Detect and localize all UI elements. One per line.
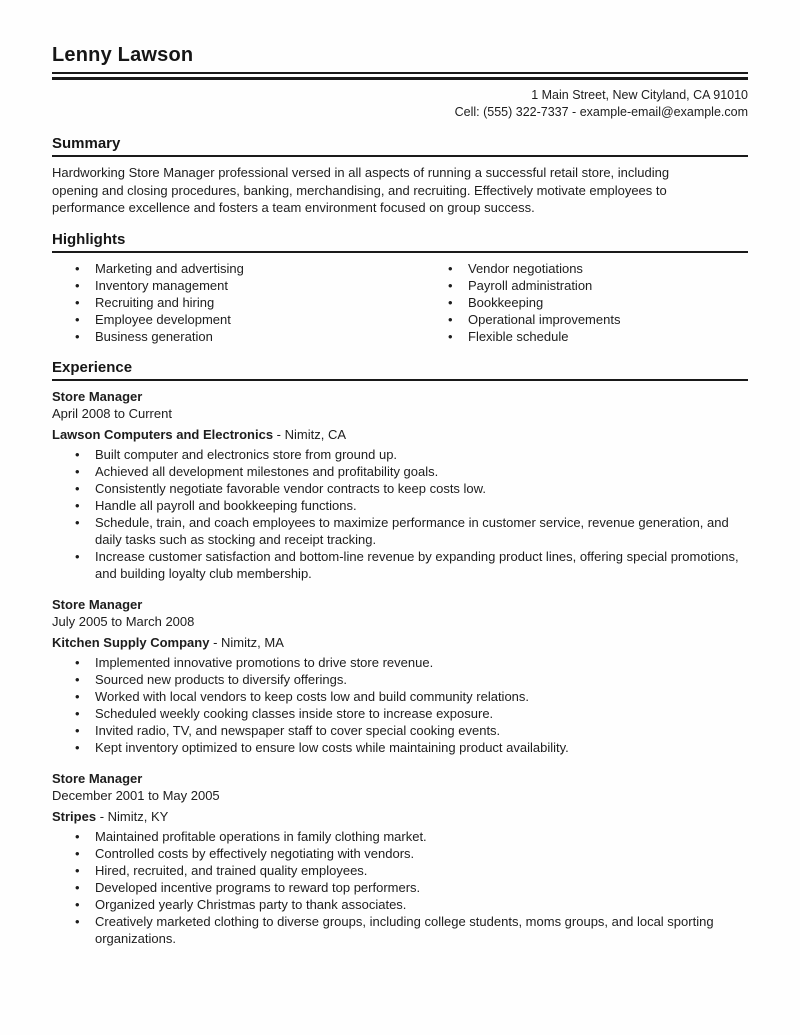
job-title: Store Manager [52,770,143,786]
highlights-right-column [425,260,748,345]
job-bullet: • Sourced new products to diversify offerings. [52,671,748,688]
highlights-columns [52,260,748,345]
highlight-item: • Bookkeeping [425,294,748,311]
highlight-item: • Marketing and advertising [52,260,425,277]
section-highlights [52,231,748,345]
job-company: Kitchen Supply Company [52,634,210,650]
job-bullet: • Developed incentive programs to reward top performers. [52,879,748,896]
candidate-name: Lenny Lawson [52,44,748,74]
header-divider [52,77,748,80]
highlight-item: • Vendor negotiations [425,260,748,277]
job-dates: July 2005 to March 2008 [52,613,195,629]
job-bullet: • Controlled costs by effectively negotiating with vendors. [52,845,748,862]
job-bullet-list [52,446,748,582]
job-bullet: • Consistently negotiate favorable vendor contracts to keep costs low. [52,480,748,497]
job-bullet: • Organized yearly Christmas party to thank associates. [52,896,748,913]
job-bullet: • Schedule, train, and coach employees to maximize performance in customer service, revenue generation, and daily tasks such as stocking and receipt tracking. [52,514,748,548]
job-bullet-list [52,654,748,756]
section-summary [52,135,748,217]
highlight-item: • Recruiting and hiring [52,294,425,311]
job-title: Store Manager [52,596,143,612]
job-bullet-list [52,828,748,947]
job-company-line [52,634,748,651]
job-location: - Nimitz, KY [99,808,169,824]
section-experience [52,359,748,947]
job-bullet: • Hired, recruited, and trained quality employees. [52,862,748,879]
job-entry [52,388,748,582]
job-bullet: • Creatively marketed clothing to diverse groups, including college students, moms groups, and local sporting organizations. [52,913,748,947]
job-bullet: • Built computer and electronics store from ground up. [52,446,748,463]
contact-info [52,87,748,121]
highlights-heading: Highlights [52,231,748,253]
job-bullet: • Worked with local vendors to keep costs low and build community relations. [52,688,748,705]
highlight-item: • Employee development [52,311,425,328]
highlight-item: • Payroll administration [425,277,748,294]
summary-heading: Summary [52,135,748,157]
job-bullet: • Handle all payroll and bookkeeping functions. [52,497,748,514]
experience-heading: Experience [52,359,748,381]
highlight-item: • Business generation [52,328,425,345]
summary-text: Hardworking Store Manager professional versed in all aspects of running a successful retail store, including opening and closing procedures, banking, merchandising, and recruiting. Effectively motivate employees to performance excellence and fosters a team environment focused on group success. [52,165,670,215]
job-company: Lawson Computers and Electronics [52,426,274,442]
contact-address: 1 Main Street, New Cityland, CA 91010 [531,88,748,102]
job-location: - Nimitz, CA [276,426,347,442]
highlights-left-column [52,260,425,345]
job-bullet: • Increase customer satisfaction and bottom-line revenue by expanding product lines, offering special promotions, and building loyalty club membership. [52,548,748,582]
job-company-line [52,808,748,825]
job-bullet: • Implemented innovative promotions to drive store revenue. [52,654,748,671]
job-entry [52,596,748,756]
job-bullet: • Achieved all development milestones and profitability goals. [52,463,748,480]
job-company-line [52,426,748,443]
job-bullet: • Invited radio, TV, and newspaper staff to cover special cooking events. [52,722,748,739]
job-bullet: • Scheduled weekly cooking classes inside store to increase exposure. [52,705,748,722]
job-company: Stripes [52,808,97,824]
job-title: Store Manager [52,388,143,404]
job-entry [52,770,748,947]
job-bullet: • Kept inventory optimized to ensure low costs while maintaining product availability. [52,739,748,756]
contact-cell-email: Cell: (555) 322-7337 - example-email@example.com [454,105,748,119]
highlight-item: • Operational improvements [425,311,748,328]
job-dates: December 2001 to May 2005 [52,787,220,803]
highlight-item: • Inventory management [52,277,425,294]
resume-header [52,44,748,121]
job-bullet: • Maintained profitable operations in family clothing market. [52,828,748,845]
job-dates: April 2008 to Current [52,405,172,421]
highlight-item: • Flexible schedule [425,328,748,345]
job-location: - Nimitz, MA [213,634,284,650]
